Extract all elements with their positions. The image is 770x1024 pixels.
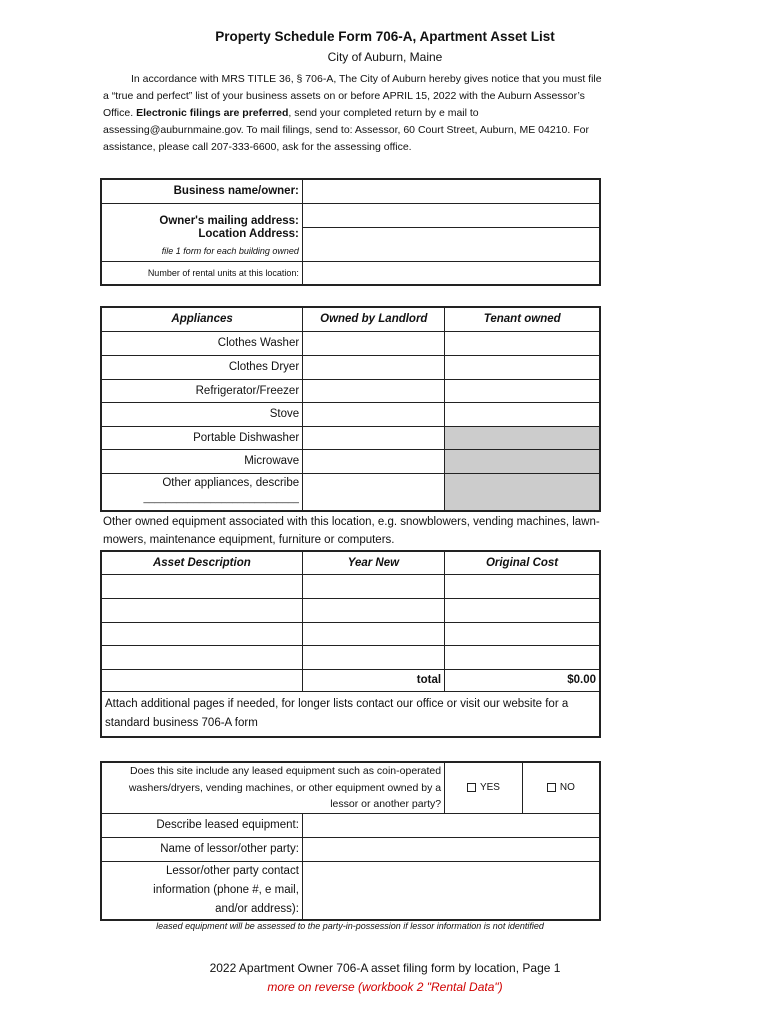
appliance-label: Clothes Washer xyxy=(101,331,303,355)
mailing-address-label: Owner's mailing address: xyxy=(101,203,302,227)
tenant-cell[interactable] xyxy=(445,379,600,402)
other-appliances-cell xyxy=(101,473,303,511)
business-name-label: Business name/owner: xyxy=(101,179,302,203)
lessor-contact-field[interactable] xyxy=(302,861,600,920)
asset-description-cell[interactable] xyxy=(101,645,302,669)
other-appliances-label: Other appliances, describe xyxy=(162,476,300,489)
lessor-name-label: Name of lessor/other party: xyxy=(101,837,302,861)
original-cost-cell[interactable] xyxy=(445,574,600,598)
form-title: Property Schedule Form 706-A, Apartment Asset List xyxy=(215,29,555,44)
original-cost-cell[interactable] xyxy=(445,622,600,645)
attach-note: Attach additional pages if needed, for longer lists contact our office or visit our website for a standard business 706-A form xyxy=(101,691,600,737)
landlord-cell[interactable] xyxy=(303,402,445,426)
yes-checkbox[interactable] xyxy=(467,783,476,792)
leased-question: Does this site include any leased equipment such as coin-operated washers/dryers, vending machines, or other equipment owned by a lessor or another party? xyxy=(101,762,445,813)
no-label: NO xyxy=(559,782,575,794)
intro-text-1: In accordance with MRS TITLE 36, § 706-A, The City of Auburn hereby gives notice that you must file a “true and perfect” list of your business assets on or before APRIL 15, 2022 with the Auburn Assessor’s Office. xyxy=(103,73,602,119)
appliance-label: Stove xyxy=(101,402,303,426)
no-option[interactable] xyxy=(522,762,600,813)
no-checkbox[interactable] xyxy=(547,783,556,792)
location-hint: file 1 form for each building owned xyxy=(161,246,299,256)
owned-by-landlord-header: Owned by Landlord xyxy=(303,307,445,331)
year-new-cell[interactable] xyxy=(302,598,444,622)
business-name-field[interactable] xyxy=(302,179,600,203)
appliance-label: Clothes Dryer xyxy=(101,355,303,379)
leased-footnote: leased equipment will be assessed to the party-in-possession if lessor information is not identified xyxy=(156,921,544,931)
location-address-field[interactable] xyxy=(302,227,600,261)
tenant-cell[interactable] xyxy=(445,402,600,426)
describe-leased-label: Describe leased equipment: xyxy=(101,813,302,837)
mailing-address-field[interactable] xyxy=(302,203,600,227)
appliance-label: Refrigerator/Freezer xyxy=(101,379,303,402)
tenant-cell[interactable] xyxy=(445,331,600,355)
yes-option[interactable] xyxy=(445,762,523,813)
location-label: Location Address: xyxy=(198,228,299,240)
appliances-header: Appliances xyxy=(101,307,303,331)
footer-page-line: 2022 Apartment Owner 706-A asset filing form by location, Page 1 xyxy=(209,961,561,975)
leased-equipment-table xyxy=(100,761,601,921)
year-new-header: Year New xyxy=(302,551,444,574)
other-equipment-table xyxy=(100,550,601,738)
yes-label: YES xyxy=(479,782,500,794)
form-subtitle: City of Auburn, Maine xyxy=(327,50,443,64)
appliance-label: Microwave xyxy=(101,449,303,473)
appliances-table xyxy=(100,306,601,512)
intro-bold: Electronic filings are preferred xyxy=(136,107,289,119)
intro-paragraph xyxy=(103,71,603,156)
asset-description-cell[interactable] xyxy=(101,622,302,645)
year-new-cell[interactable] xyxy=(302,622,444,645)
total-label: total xyxy=(302,669,444,691)
original-cost-header: Original Cost xyxy=(445,551,600,574)
tenant-cell[interactable] xyxy=(445,355,600,379)
original-cost-cell[interactable] xyxy=(445,598,600,622)
lessor-name-field[interactable] xyxy=(302,837,600,861)
rental-units-label: Number of rental units at this location: xyxy=(101,261,302,285)
landlord-cell[interactable] xyxy=(303,449,445,473)
landlord-cell[interactable] xyxy=(303,379,445,402)
landlord-cell[interactable] xyxy=(303,426,445,449)
footer-reverse-note: more on reverse (workbook 2 "Rental Data") xyxy=(267,980,503,994)
total-spacer xyxy=(101,669,302,691)
other-equipment-note: Other owned equipment associated with this location, e.g. snowblowers, vending machines, lawn-mowers, maintenance equipment, furniture or computers. xyxy=(103,516,600,546)
location-label-cell xyxy=(101,227,302,261)
lessor-contact-label: Lessor/other party contact information (phone #, e mail, and/or address): xyxy=(101,861,302,920)
owner-info-table xyxy=(100,178,601,286)
appliance-label: Portable Dishwasher xyxy=(101,426,303,449)
tenant-cell-disabled xyxy=(445,449,600,473)
year-new-cell[interactable] xyxy=(302,574,444,598)
landlord-cell[interactable] xyxy=(303,473,445,511)
asset-description-cell[interactable] xyxy=(101,574,302,598)
tenant-cell-disabled xyxy=(445,473,600,511)
asset-description-header: Asset Description xyxy=(101,551,302,574)
year-new-cell[interactable] xyxy=(302,645,444,669)
tenant-owned-header: Tenant owned xyxy=(445,307,600,331)
landlord-cell[interactable] xyxy=(303,331,445,355)
original-cost-cell[interactable] xyxy=(445,645,600,669)
rental-units-field[interactable] xyxy=(302,261,600,285)
asset-description-cell[interactable] xyxy=(101,598,302,622)
tenant-cell-disabled xyxy=(445,426,600,449)
total-value: $0.00 xyxy=(445,669,600,691)
landlord-cell[interactable] xyxy=(303,355,445,379)
describe-leased-field[interactable] xyxy=(302,813,600,837)
other-appliances-line: ____________________________ xyxy=(143,492,300,504)
intro-text-2: , send your completed return by e mail to assessing@auburnmaine.gov. To mail filings, send to: Assessor, 60 Court Street, Auburn, ME 04210. For assistance, please call 207-333-6600, ask for the assessing office. xyxy=(103,107,589,153)
